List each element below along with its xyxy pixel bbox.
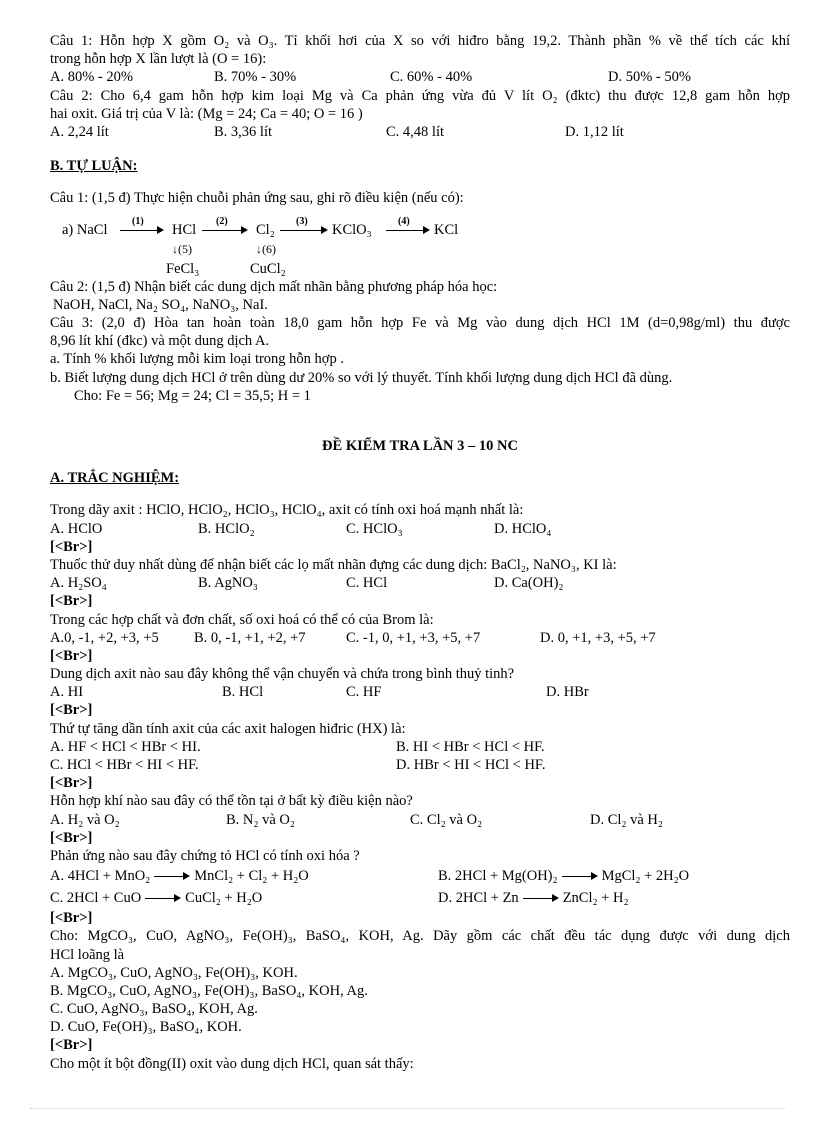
essay-given-masses: Cho: Fe = 56; Mg = 24; Cl = 35,5; H = 1 <box>74 387 311 404</box>
option-c: C. 4,48 lít <box>386 123 445 140</box>
option-c: C. CuO, AgNO₃, BaSO₄, KOH, Ag. <box>50 1001 258 1018</box>
scheme-products <box>50 260 790 278</box>
option-d: D. HBr < HI < HCl < HF. <box>396 757 546 773</box>
answer-options <box>50 683 790 701</box>
option-c: C. 60% - 40% <box>390 69 473 86</box>
arrow-4: (4) <box>386 230 428 231</box>
option-d: D. 50% - 50% <box>608 69 691 86</box>
option-b: B. 0, -1, +1, +2, +7 <box>194 629 306 646</box>
option-b: B. HClO₂ <box>198 520 255 537</box>
question-1 <box>50 32 790 87</box>
separator: [<Br>] <box>50 538 93 555</box>
t3-question-5: Thứ tự tăng dần tính axit của các axit halogen hiđric (HX) là: <box>50 720 406 737</box>
option-b: B. MgCO₃, CuO, AgNO₃, Fe(OH)₃, BaSO₄, KOH, Ag. <box>50 982 368 999</box>
branch-5: ↓(5) <box>172 241 192 256</box>
answer-options <box>50 629 790 647</box>
separator: [<Br>] <box>50 593 93 610</box>
option-b: B. 70% - 30% <box>214 69 297 86</box>
arrow-1: (1) <box>120 230 162 231</box>
option-b: B. 3,36 lít <box>214 123 273 140</box>
question-text: Câu 2: Cho 6,4 gam hỗn hợp kim loại Mg và Ca phản ứng vừa đủ V lít O₂ (đktc) thu được 12,8 gam hỗn hợp <box>50 87 790 104</box>
separator: [<Br>] <box>50 647 93 664</box>
separator: [<Br>] <box>50 775 93 792</box>
species-kclo3: KClO₃ <box>332 221 372 238</box>
answer-options <box>50 574 790 592</box>
test-heading: ĐỀ KIỂM TRA LẦN 3 – 10 NC <box>322 438 518 454</box>
t3-question-8: Cho: MgCO₃, CuO, AgNO₃, Fe(OH)₃, BaSO₄, KOH, Ag. Dãy gồm các chất đều tác dụng được với dung dịch <box>50 928 790 945</box>
option-a: A. HF < HCl < HBr < HI. <box>50 738 201 755</box>
page-bottom-rule <box>30 1108 786 1109</box>
arrow-3: (3) <box>280 230 326 231</box>
option-c: C. 2HCl + CuO CuCl₂ + H₂O <box>50 890 263 907</box>
option-d: D. HClO₄ <box>494 520 552 537</box>
species-hcl: HCl <box>172 221 197 238</box>
option-b: B. N₂ và O₂ <box>226 811 295 828</box>
answer-options <box>50 68 790 86</box>
t3-question-9: Cho một ít bột đồng(II) oxit vào dung dịch HCl, quan sát thấy: <box>50 1055 414 1072</box>
option-d: D. Cl₂ và H₂ <box>590 811 663 828</box>
answer-options <box>50 520 790 538</box>
species-cucl2: CuCl₂ <box>250 260 286 277</box>
question-text-cont: hai oxit. Giá trị của V là: (Mg = 24; Ca = 40; O = 16 ) <box>50 105 363 122</box>
essay-question-3-cont: 8,96 lít khí (đkc) và một dung dịch A. <box>50 333 270 350</box>
question-text: Câu 1: Hỗn hợp X gồm O₂ và O₃. Tỉ khối hơi của X so với hiđro bằng 19,2. Thành phần % về thể tích các khí <box>50 33 790 49</box>
species-cl2: Cl₂ <box>256 221 275 238</box>
option-a: A. 2,24 lít <box>50 123 109 140</box>
option-d: D. CuO, Fe(OH)₃, BaSO₄, KOH. <box>50 1019 242 1036</box>
essay-question-2-list: NaOH, NaCl, Na₂ SO₄, NaNO₃, NaI. <box>53 296 268 313</box>
essay-question-3: Câu 3: (2,0 đ) Hòa tan hoàn toàn 18,0 gam hỗn hợp Fe và Mg vào dung dịch HCl 1M (d=0,98g/ml) thu được <box>50 315 790 332</box>
option-b: B. 2HCl + Mg(OH)₂ MgCl₂ + 2H₂O <box>438 868 690 885</box>
option-a: A. H₂ và O₂ <box>50 811 120 828</box>
reaction-arrow-icon <box>145 898 179 899</box>
separator: [<Br>] <box>50 702 93 719</box>
reaction-arrow-icon <box>154 876 188 877</box>
species-kcl: KCl <box>434 221 459 238</box>
question-2 <box>50 87 790 142</box>
mc-section-title: A. TRẮC NGHIỆM: <box>50 470 180 487</box>
option-a: A. 80% - 20% <box>50 69 133 86</box>
option-c: C. HCl <box>346 575 388 592</box>
option-a: A. 4HCl + MnO₂ MnCl₂ + Cl₂ + H₂O <box>50 868 309 885</box>
reaction-scheme <box>50 208 790 260</box>
option-a: A. H₂SO₄ <box>50 575 107 592</box>
option-d: D. 2HCl + Zn ZnCl₂ + H₂ <box>438 890 629 907</box>
essay-section-title: B. TỰ LUẬN: <box>50 158 138 175</box>
t3-question-6: Hỗn hợp khí nào sau đây có thể tồn tại ở bất kỳ điều kiện nào? <box>50 793 413 810</box>
option-c: C. HCl < HBr < HI < HF. <box>50 757 199 773</box>
t3-question-4: Dung dịch axit nào sau đây không thể vận chuyển và chứa trong bình thuỷ tinh? <box>50 666 515 683</box>
document-page <box>50 32 790 1073</box>
option-c: C. HClO₃ <box>346 520 403 537</box>
essay-question-3a: a. Tính % khối lượng mỗi kim loại trong hỗn hợp . <box>50 351 344 368</box>
essay-question-1: Câu 1: (1,5 đ) Thực hiện chuỗi phản ứng sau, ghi rõ điều kiện (nếu có): <box>50 190 464 207</box>
option-c: C. Cl₂ và O₂ <box>410 811 483 828</box>
t3-question-2: Thuốc thử duy nhất dùng để nhận biết các lọ mất nhãn đựng các dung dịch: BaCl₂, NaNO₃, KI là: <box>50 556 617 573</box>
separator: [<Br>] <box>50 1037 93 1054</box>
answer-options <box>50 756 790 774</box>
t3-question-1: Trong dãy axit : HClO, HClO₂, HClO₃, HClO₄, axit có tính oxi hoá mạnh nhất là: <box>50 502 524 519</box>
option-a: A. MgCO₃, CuO, AgNO₃, Fe(OH)₃, KOH. <box>50 964 298 981</box>
separator: [<Br>] <box>50 829 93 846</box>
reaction-arrow-icon <box>562 876 596 877</box>
t3-question-3: Trong các hợp chất và đơn chất, số oxi hoá có thể có của Brom là: <box>50 611 434 628</box>
option-d: D. 1,12 lít <box>565 123 624 140</box>
option-d: D. 0, +1, +3, +5, +7 <box>540 629 656 646</box>
option-a: A. HI <box>50 684 84 701</box>
essay-question-3b: b. Biết lượng dung dịch HCl ở trên dùng dư 20% so với lý thuyết. Tính khối lượng dung dịch HCl đã dùng. <box>50 369 673 386</box>
essay-question-2: Câu 2: (1,5 đ) Nhận biết các dung dịch mất nhãn bằng phương pháp hóa học: <box>50 278 498 295</box>
arrow-2: (2) <box>202 230 246 231</box>
option-c: C. HF <box>346 684 382 701</box>
option-a: A. HClO <box>50 520 103 537</box>
question-text-cont: trong hỗn hợp X lần lượt là (O = 16): <box>50 51 267 68</box>
option-d: D. Ca(OH)₂ <box>494 575 564 592</box>
species-fecl3: FeCl₃ <box>166 260 200 277</box>
answer-options <box>50 811 790 829</box>
option-a: A.0, -1, +2, +3, +5 <box>50 629 159 646</box>
answer-options <box>50 887 790 909</box>
option-b: B. HI < HBr < HCl < HF. <box>396 738 545 755</box>
option-d: D. HBr <box>546 684 589 701</box>
option-b: B. HCl <box>222 684 264 701</box>
t3-question-7: Phản ứng nào sau đây chứng tỏ HCl có tính oxi hóa ? <box>50 847 360 864</box>
option-c: C. -1, 0, +1, +3, +5, +7 <box>346 629 481 646</box>
option-b: B. AgNO₃ <box>198 575 258 592</box>
answer-options <box>50 123 790 141</box>
branch-6: ↓(6) <box>256 241 276 256</box>
scheme-prefix: a) NaCl <box>62 221 108 238</box>
t3-question-8-cont: HCl loãng là <box>50 946 125 963</box>
answer-options <box>50 738 790 756</box>
answer-options <box>50 865 790 887</box>
reaction-arrow-icon <box>523 898 557 899</box>
separator: [<Br>] <box>50 910 93 927</box>
